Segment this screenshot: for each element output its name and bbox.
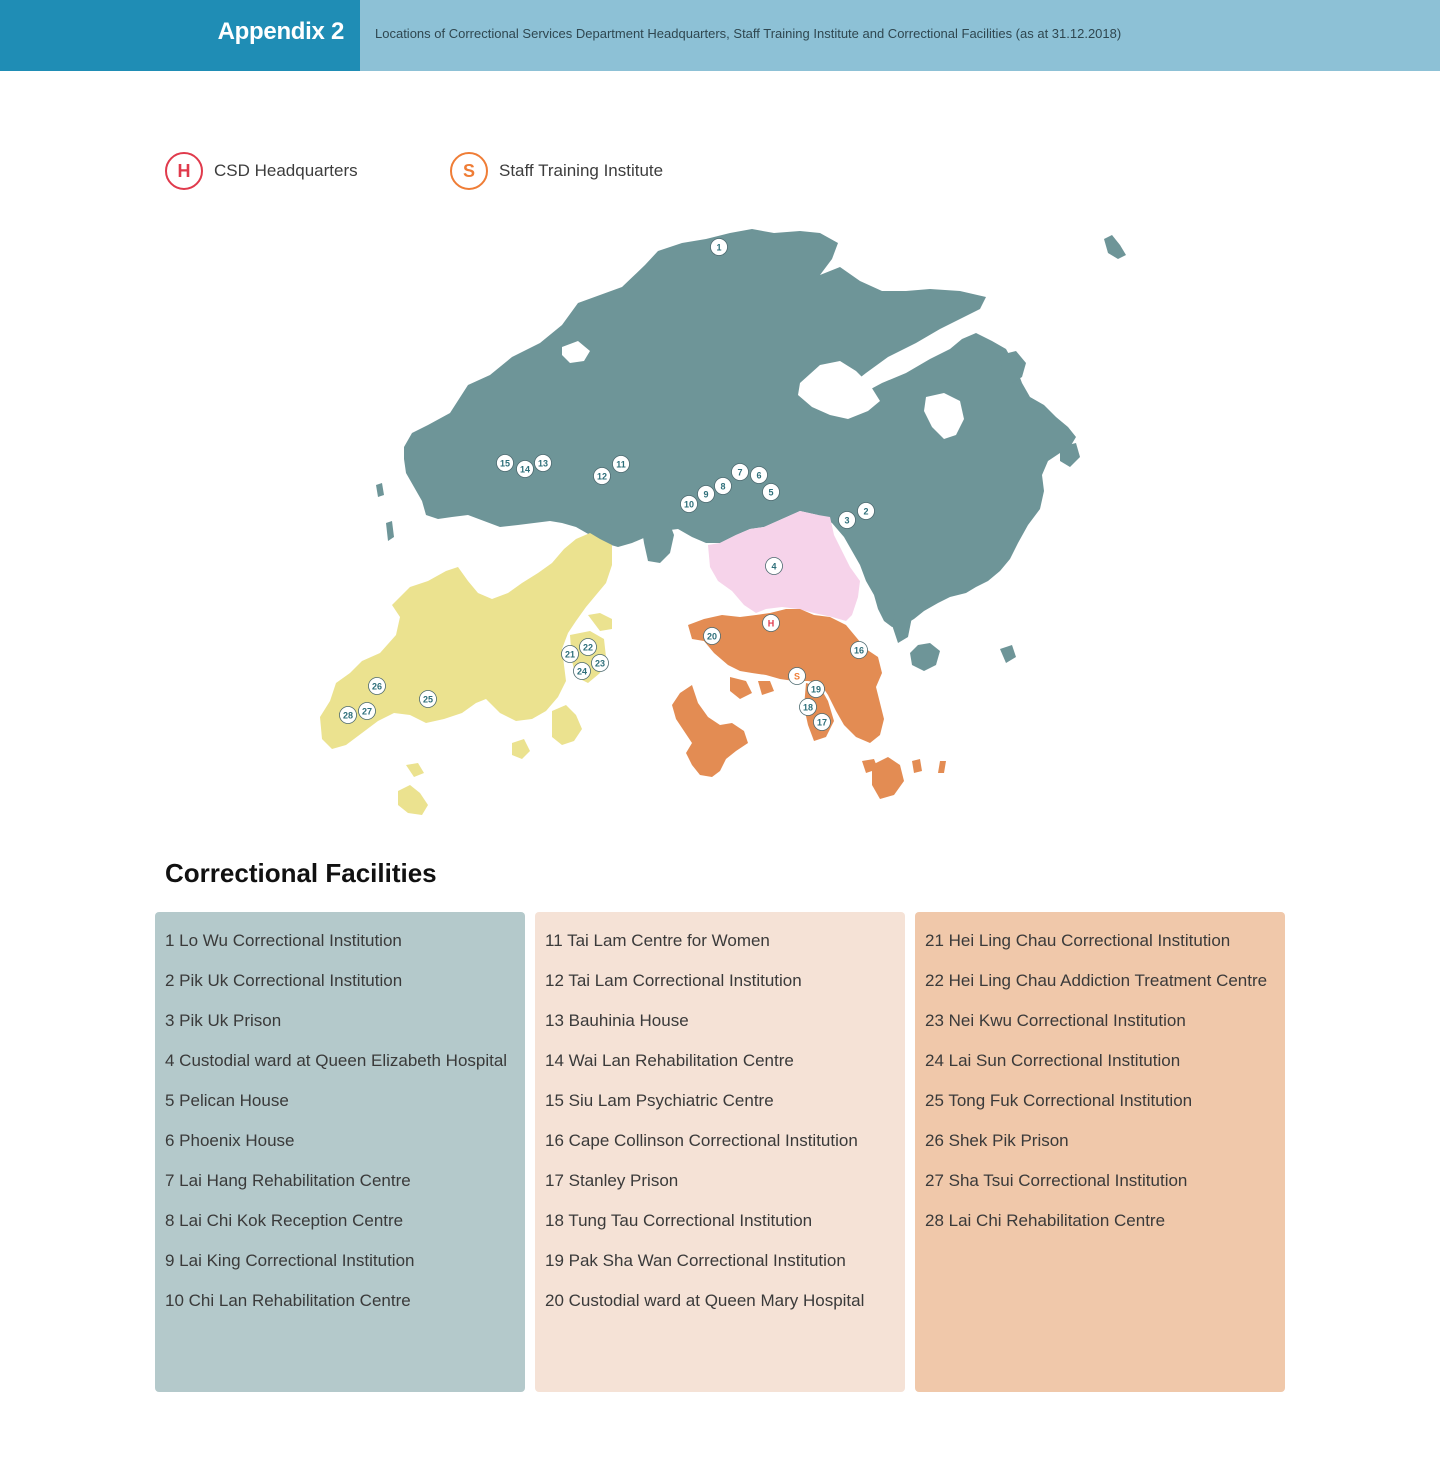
facility-marker-4 bbox=[766, 558, 783, 575]
facility-item: 25 Tong Fuk Correctional Institution bbox=[925, 1091, 1193, 1110]
facility-item: 22 Hei Ling Chau Addiction Treatment Centre bbox=[925, 971, 1268, 990]
marker-label: 21 bbox=[564, 649, 576, 660]
training-institute-marker bbox=[789, 668, 806, 685]
facility-item: 14 Wai Lan Rehabilitation Centre bbox=[545, 1051, 794, 1070]
facility-marker-14 bbox=[517, 461, 534, 478]
facility-marker-25 bbox=[420, 691, 437, 708]
facility-item: 23 Nei Kwu Correctional Institution bbox=[925, 1011, 1186, 1030]
marker-label: 11 bbox=[616, 459, 626, 470]
facility-item: 2 Pik Uk Correctional Institution bbox=[165, 971, 403, 990]
marker-label: 19 bbox=[810, 684, 822, 695]
facility-item: 9 Lai King Correctional Institution bbox=[165, 1251, 415, 1270]
facility-item: 12 Tai Lam Correctional Institution bbox=[545, 971, 802, 990]
legend-headquarters bbox=[165, 150, 358, 192]
facility-item: 6 Phoenix House bbox=[165, 1131, 295, 1150]
facility-item: 3 Pik Uk Prison bbox=[165, 1011, 282, 1030]
facility-item: 24 Lai Sun Correctional Institution bbox=[925, 1051, 1181, 1070]
marker-label: 15 bbox=[499, 458, 511, 469]
facility-marker-27 bbox=[359, 703, 376, 720]
facility-marker-6 bbox=[751, 467, 768, 484]
marker-label: 2 bbox=[863, 506, 869, 517]
facility-marker-3 bbox=[839, 512, 856, 529]
facility-item: 15 Siu Lam Psychiatric Centre bbox=[545, 1091, 774, 1110]
facility-item: 17 Stanley Prison bbox=[545, 1171, 679, 1190]
facility-item: 13 Bauhinia House bbox=[545, 1011, 689, 1030]
facility-marker-13 bbox=[535, 455, 552, 472]
marker-label: 24 bbox=[576, 666, 588, 677]
facility-marker-10 bbox=[681, 496, 698, 513]
facility-marker-11 bbox=[613, 456, 630, 473]
facility-item: 1 Lo Wu Correctional Institution bbox=[165, 931, 402, 950]
marker-label: 26 bbox=[371, 681, 383, 692]
marker-label: 5 bbox=[768, 487, 774, 498]
marker-label: 1 bbox=[716, 242, 722, 253]
facility-item: 18 Tung Tau Correctional Institution bbox=[545, 1211, 813, 1230]
facility-marker-21 bbox=[562, 646, 579, 663]
marker-label: 13 bbox=[537, 458, 549, 469]
region-lantau bbox=[320, 533, 612, 815]
marker-label: S bbox=[793, 671, 801, 682]
facility-marker-12 bbox=[594, 468, 611, 485]
facility-item: 11 Tai Lam Centre for Women bbox=[545, 931, 770, 950]
facility-item: 26 Shek Pik Prison bbox=[925, 1131, 1069, 1150]
facility-marker-26 bbox=[369, 678, 386, 695]
facility-item: 16 Cape Collinson Correctional Institution bbox=[545, 1131, 858, 1150]
facility-item: 21 Hei Ling Chau Correctional Institution bbox=[925, 931, 1231, 950]
facility-marker-17 bbox=[814, 714, 831, 731]
facility-marker-23 bbox=[592, 655, 609, 672]
header-bar bbox=[0, 0, 1440, 71]
facility-marker-19 bbox=[808, 681, 825, 698]
facility-marker-20 bbox=[704, 628, 721, 645]
facility-marker-5 bbox=[763, 484, 780, 501]
facility-marker-16 bbox=[851, 642, 868, 659]
marker-label: 7 bbox=[737, 467, 743, 478]
marker-label: 20 bbox=[706, 631, 718, 642]
marker-label: 12 bbox=[596, 471, 608, 482]
facility-marker-18 bbox=[800, 699, 817, 716]
marker-label: 9 bbox=[703, 489, 709, 500]
facility-item: 5 Pelican House bbox=[165, 1091, 289, 1110]
marker-label: 8 bbox=[720, 481, 726, 492]
marker-label: 25 bbox=[422, 694, 434, 705]
facilities-column-3 bbox=[915, 912, 1285, 1392]
facility-item: 4 Custodial ward at Queen Elizabeth Hospital bbox=[165, 1051, 508, 1070]
facilities-column-1 bbox=[155, 912, 525, 1392]
legend-training-institute-label: Staff Training Institute bbox=[499, 161, 664, 180]
marker-label: 3 bbox=[844, 515, 850, 526]
headquarters-icon: H bbox=[165, 152, 203, 190]
marker-label: 17 bbox=[816, 717, 828, 728]
marker-label: 18 bbox=[802, 702, 814, 713]
appendix-title: Appendix 2 bbox=[217, 18, 344, 45]
appendix-subtitle: Locations of Correctional Services Department Headquarters, Staff Training Institute and Correctional Facilities (as at 31.12.2018) bbox=[375, 26, 1122, 41]
marker-label: 16 bbox=[853, 645, 865, 656]
marker-label: 10 bbox=[683, 499, 695, 510]
facility-marker-1 bbox=[711, 239, 728, 256]
marker-label: 4 bbox=[771, 561, 777, 572]
facility-item: 27 Sha Tsui Correctional Institution bbox=[925, 1171, 1188, 1190]
facility-marker-8 bbox=[715, 478, 732, 495]
facility-item: 8 Lai Chi Kok Reception Centre bbox=[165, 1211, 404, 1230]
marker-label: 27 bbox=[361, 706, 373, 717]
facility-marker-9 bbox=[698, 486, 715, 503]
marker-label: 23 bbox=[594, 658, 606, 669]
appendix-tab bbox=[0, 0, 360, 71]
marker-label: 14 bbox=[519, 464, 531, 475]
facility-marker-28 bbox=[340, 707, 357, 724]
legend-headquarters-label: CSD Headquarters bbox=[214, 161, 358, 180]
section-title: Correctional Facilities bbox=[165, 858, 437, 888]
training-institute-icon: S bbox=[450, 152, 488, 190]
facility-marker-22 bbox=[580, 639, 597, 656]
facility-item: 10 Chi Lan Rehabilitation Centre bbox=[165, 1291, 411, 1310]
hong-kong-map bbox=[300, 225, 1140, 825]
facility-marker-24 bbox=[574, 663, 591, 680]
facility-marker-7 bbox=[732, 464, 749, 481]
facility-item: 20 Custodial ward at Queen Mary Hospital bbox=[545, 1291, 865, 1310]
headquarters-marker bbox=[763, 615, 780, 632]
facility-item: 28 Lai Chi Rehabilitation Centre bbox=[925, 1211, 1166, 1230]
facility-item: 7 Lai Hang Rehabilitation Centre bbox=[165, 1171, 411, 1190]
facility-marker-2 bbox=[858, 503, 875, 520]
marker-label: 22 bbox=[582, 642, 594, 653]
facilities-column-2 bbox=[535, 912, 905, 1392]
marker-label: H bbox=[767, 618, 775, 629]
legend-training-institute bbox=[450, 150, 663, 192]
facility-item: 19 Pak Sha Wan Correctional Institution bbox=[545, 1251, 846, 1270]
marker-label: 28 bbox=[342, 710, 354, 721]
marker-label: 6 bbox=[756, 470, 762, 481]
facility-marker-15 bbox=[497, 455, 514, 472]
